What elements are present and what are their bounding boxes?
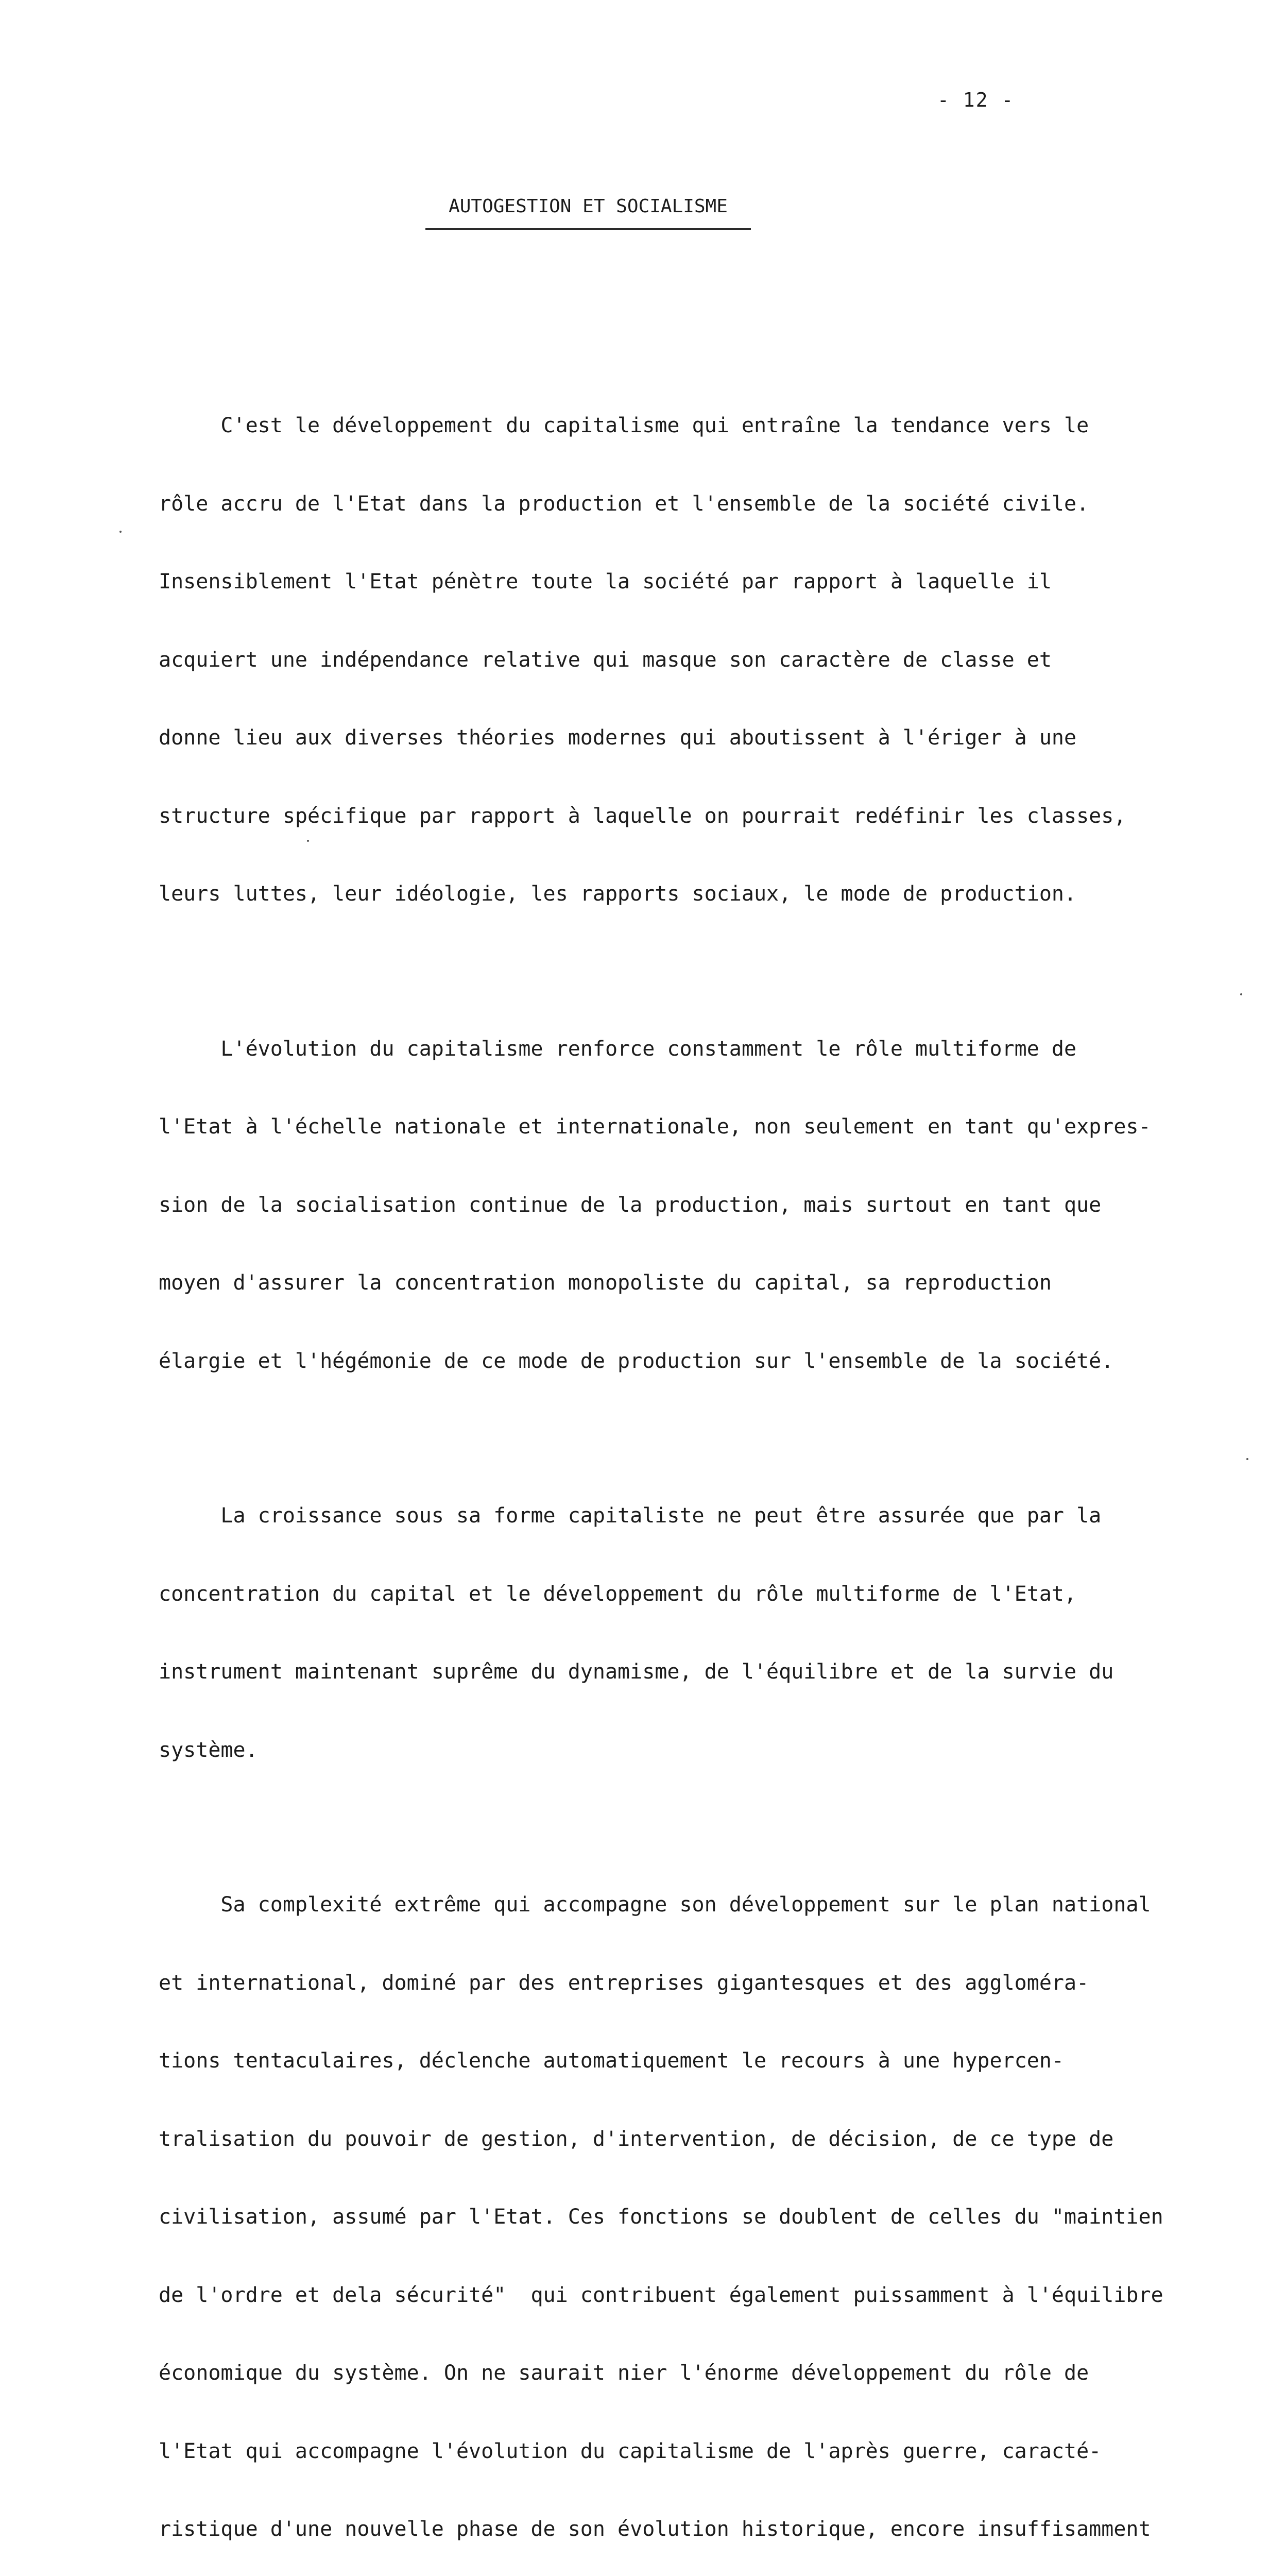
text-line: moyen d'assurer la concentration monopoliste du capital, sa reproduction bbox=[159, 1271, 1052, 1295]
text-line: L'évolution du capitalisme renforce constamment le rôle multiforme de bbox=[159, 1037, 1077, 1061]
paragraph bbox=[159, 984, 1158, 1427]
page-title: AUTOGESTION ET SOCIALISME bbox=[425, 196, 751, 230]
text-line: et international, dominé par des entreprises gigantesques et des aggloméra- bbox=[159, 1971, 1089, 1995]
paragraph bbox=[159, 1840, 1163, 2576]
text-line: Insensiblement l'Etat pénètre toute la société par rapport à laquelle il bbox=[159, 570, 1052, 594]
text-line: de l'ordre et dela sécurité" qui contribuent également puissamment à l'équilibre bbox=[159, 2283, 1163, 2307]
scan-speck bbox=[1240, 993, 1242, 995]
scan-speck bbox=[307, 840, 309, 842]
text-line: rôle accru de l'Etat dans la production et l'ensemble de la société civile. bbox=[159, 492, 1089, 516]
text-line: concentration du capital et le développement du rôle multiforme de l'Etat, bbox=[159, 1582, 1077, 1606]
text-line: acquiert une indépendance relative qui masque son caractère de classe et bbox=[159, 648, 1052, 672]
text-line: économique du système. On ne saurait nier l'énorme développement du rôle de bbox=[159, 2361, 1089, 2385]
text-line: leurs luttes, leur idéologie, les rapports sociaux, le mode de production. bbox=[159, 882, 1077, 906]
text-line: donne lieu aux diverses théories modernes qui aboutissent à l'ériger à une bbox=[159, 726, 1077, 750]
text-line: ristique d'une nouvelle phase de son évolution historique, encore insuffisamment bbox=[159, 2517, 1151, 2541]
text-line: système. bbox=[159, 1738, 258, 1762]
paragraph bbox=[159, 361, 1158, 959]
body-text bbox=[159, 361, 1163, 2576]
scan-speck bbox=[1246, 1458, 1248, 1460]
text-line: structure spécifique par rapport à laquelle on pourrait redéfinir les classes, bbox=[159, 804, 1126, 828]
page-number: - 12 - bbox=[937, 89, 1015, 111]
text-line: élargie et l'hégémonie de ce mode de production sur l'ensemble de la société. bbox=[159, 1349, 1114, 1373]
text-line: La croissance sous sa forme capitaliste ne peut être assurée que par la bbox=[159, 1504, 1102, 1528]
scan-speck bbox=[119, 531, 122, 533]
text-line: tions tentaculaires, déclenche automatiquement le recours à une hypercen- bbox=[159, 2049, 1064, 2073]
text-line: Sa complexité extrême qui accompagne son développement sur le plan national bbox=[159, 1893, 1151, 1917]
text-line: tralisation du pouvoir de gestion, d'intervention, de décision, de ce type de bbox=[159, 2127, 1114, 2151]
paragraph bbox=[159, 1451, 1158, 1815]
text-line: civilisation, assumé par l'Etat. Ces fonctions se doublent de celles du "maintien bbox=[159, 2205, 1163, 2229]
text-line: sion de la socialisation continue de la production, mais surtout en tant que bbox=[159, 1193, 1102, 1217]
text-line: instrument maintenant suprême du dynamisme, de l'équilibre et de la survie du bbox=[159, 1660, 1114, 1684]
text-line: l'Etat qui accompagne l'évolution du capitalisme de l'après guerre, caracté- bbox=[159, 2439, 1102, 2463]
title-block bbox=[425, 196, 751, 230]
text-line: C'est le développement du capitalisme qui entraîne la tendance vers le bbox=[159, 414, 1089, 437]
text-line: l'Etat à l'échelle nationale et internationale, non seulement en tant qu'expres- bbox=[159, 1115, 1151, 1139]
